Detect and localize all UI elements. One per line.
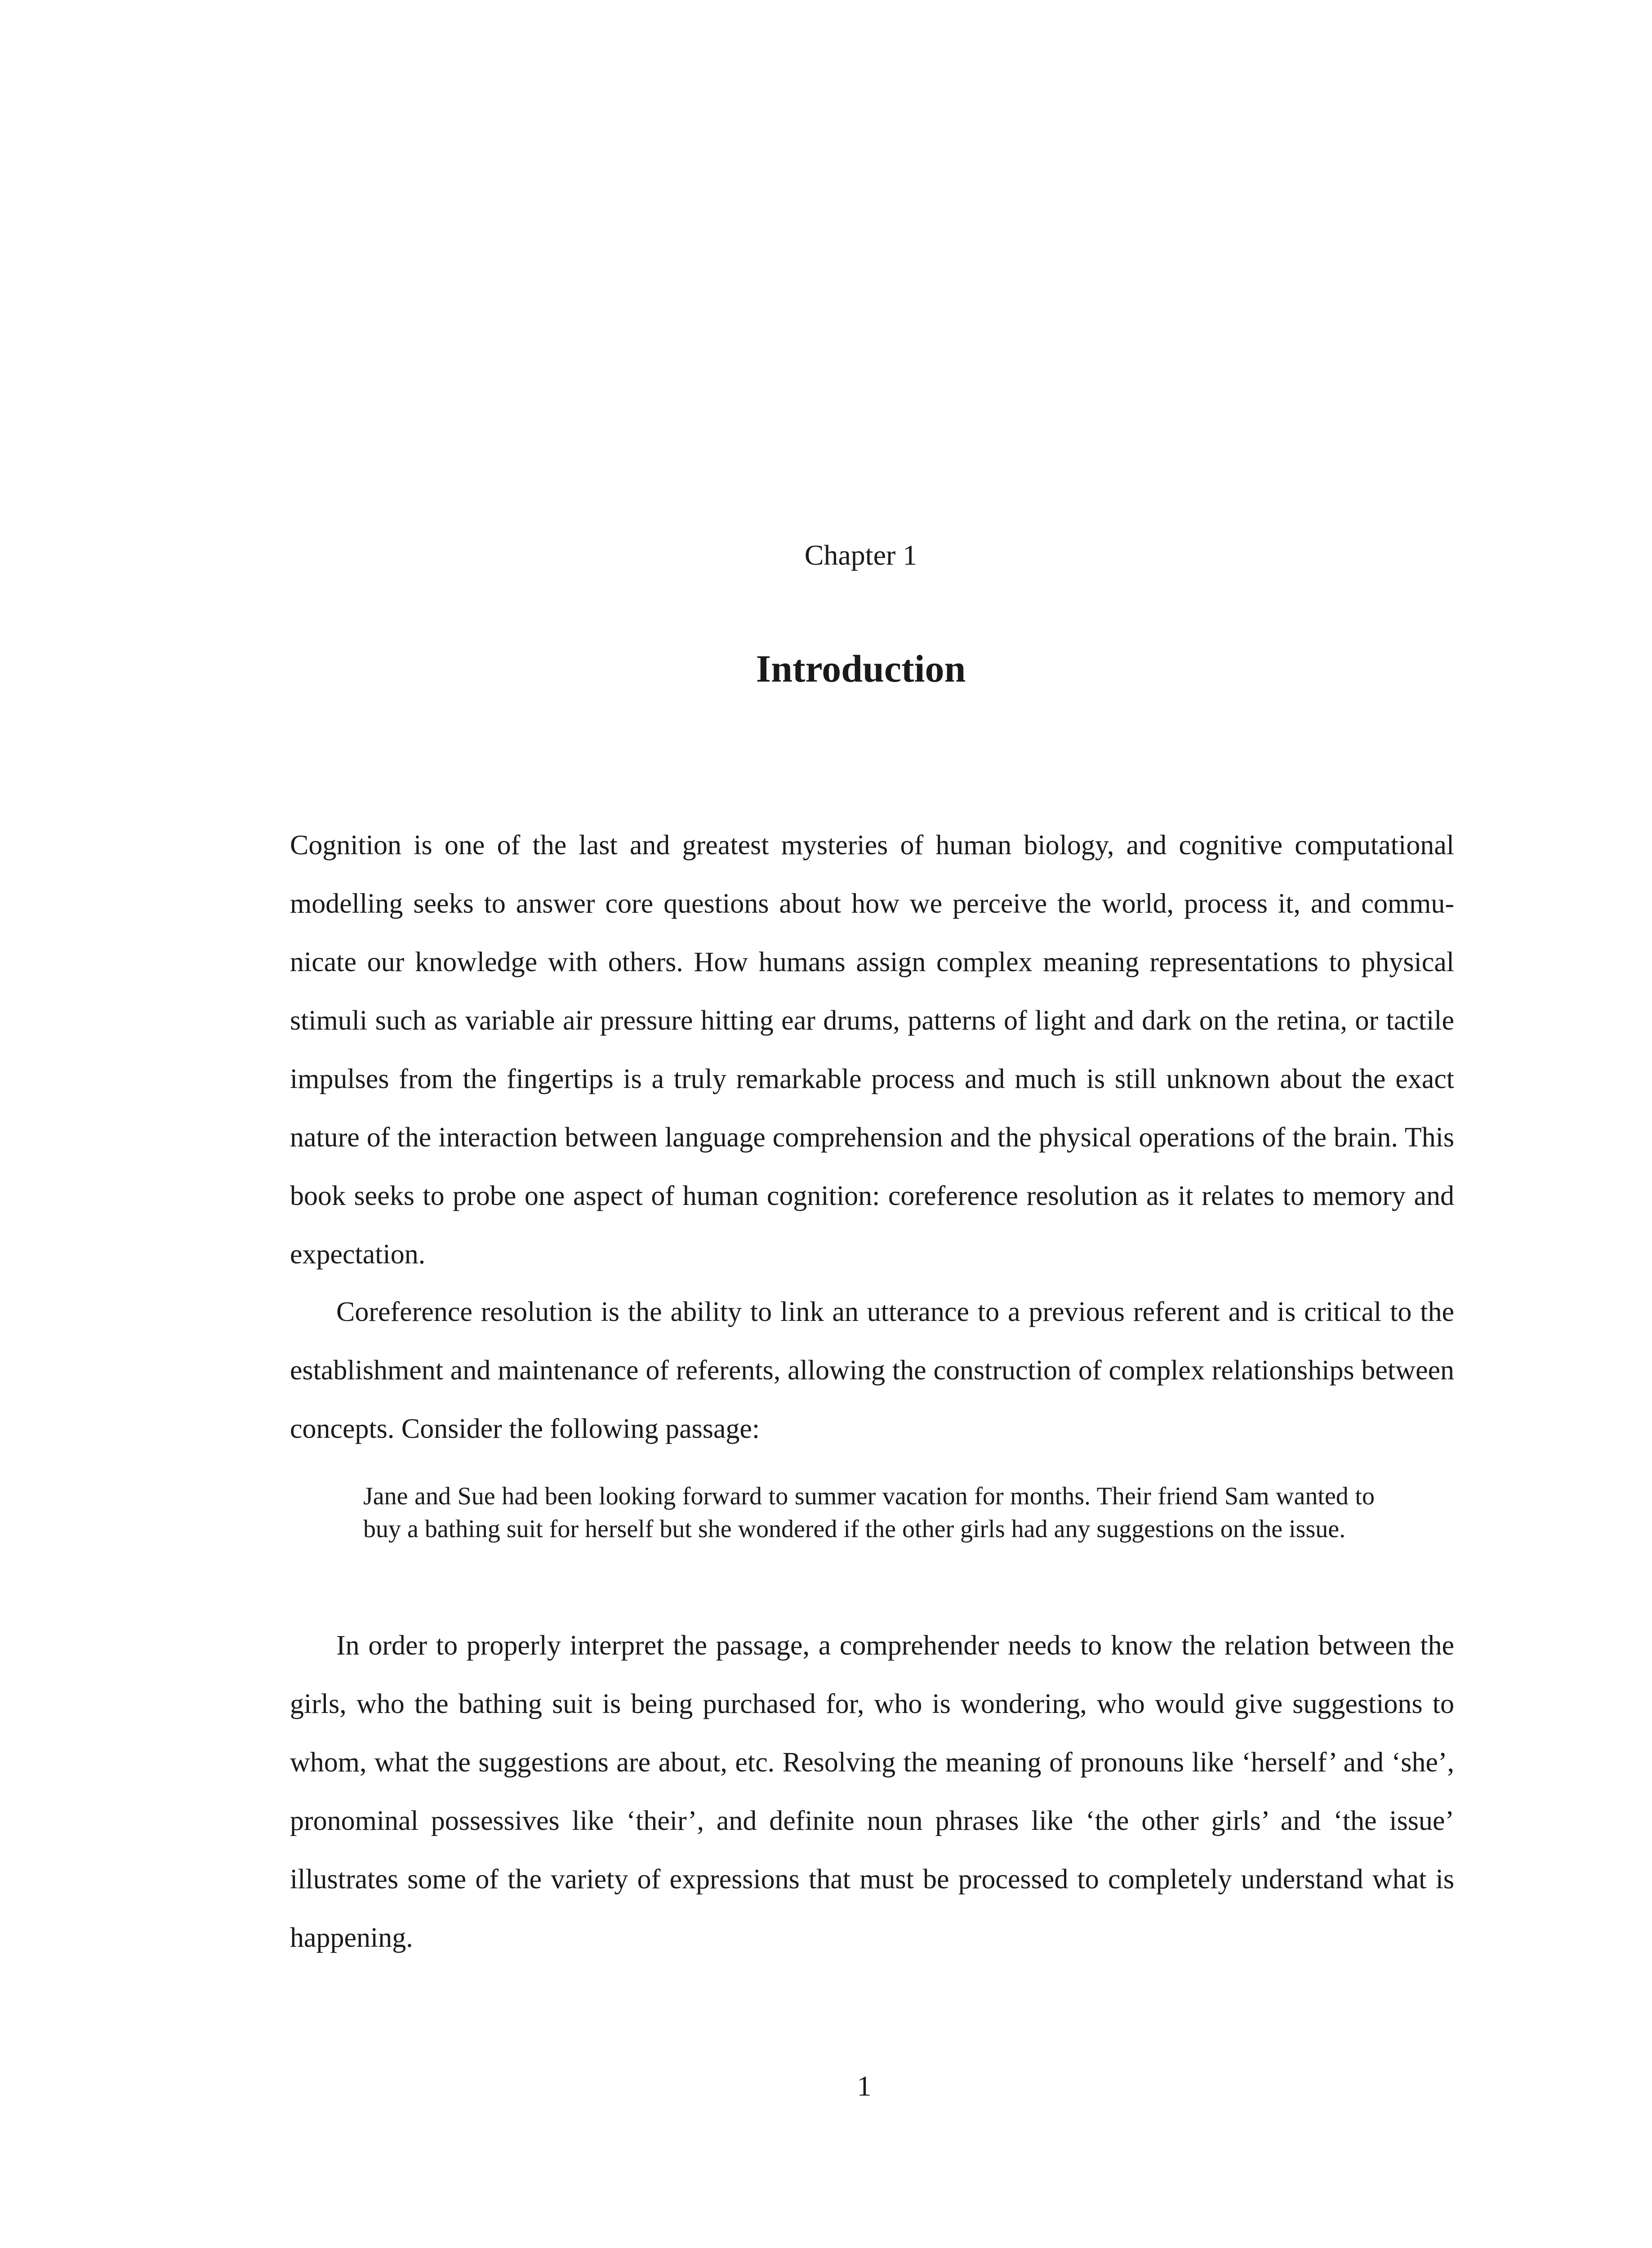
chapter-title: Introduction	[756, 647, 966, 690]
paragraph-2: Coreference resolution is the ability to link an utterance to a previous referent and is critical to the establishment and maintenance of referents, allowing the construction of complex relationships between concepts. Consider the following passage:	[290, 1297, 1454, 1444]
paragraph-3: In order to properly interpret the passage, a comprehender needs to know the relation between the girls, who the bathing suit is being purchased for, who is wondering, who would give suggestions to whom, what the suggestions are about, etc. Resolving the meaning of pronouns like ‘herself’ and ‘she’, pronominal possessives like ‘their’, and definite noun phrases like ‘the other girls’ and ‘the issue’ illustrates some of the variety of expressions that must be processed to completely understand what is happening.	[290, 1630, 1454, 1953]
paragraph-1: Cognition is one of the last and greatest mysteries of human biology, and cognitive computational modelling seeks to answer core questions about how we perceive the world, process it, and communicate our knowledge with others. How humans assign complex meaning representations to physical stimuli such as variable air pressure hitting ear drums, patterns of light and dark on the retina, or tactile impulses from the fingertips is a truly remarkable process and much is still unknown about the exact nature of the interaction between language comprehension and the physical operations of the brain. This book seeks to probe one aspect of human cognition: coreference resolution as it relates to memory and expectation.	[290, 830, 1454, 1270]
chapter-label: Chapter 1	[804, 539, 917, 571]
page-number: 1	[857, 2070, 872, 2102]
block-quote: Jane and Sue had been looking forward to summer vacation for months. Their friend Sam wanted to buy a bathing suit for herself but she wondered if the other girls had any suggestions on the issue.	[363, 1482, 1375, 1543]
